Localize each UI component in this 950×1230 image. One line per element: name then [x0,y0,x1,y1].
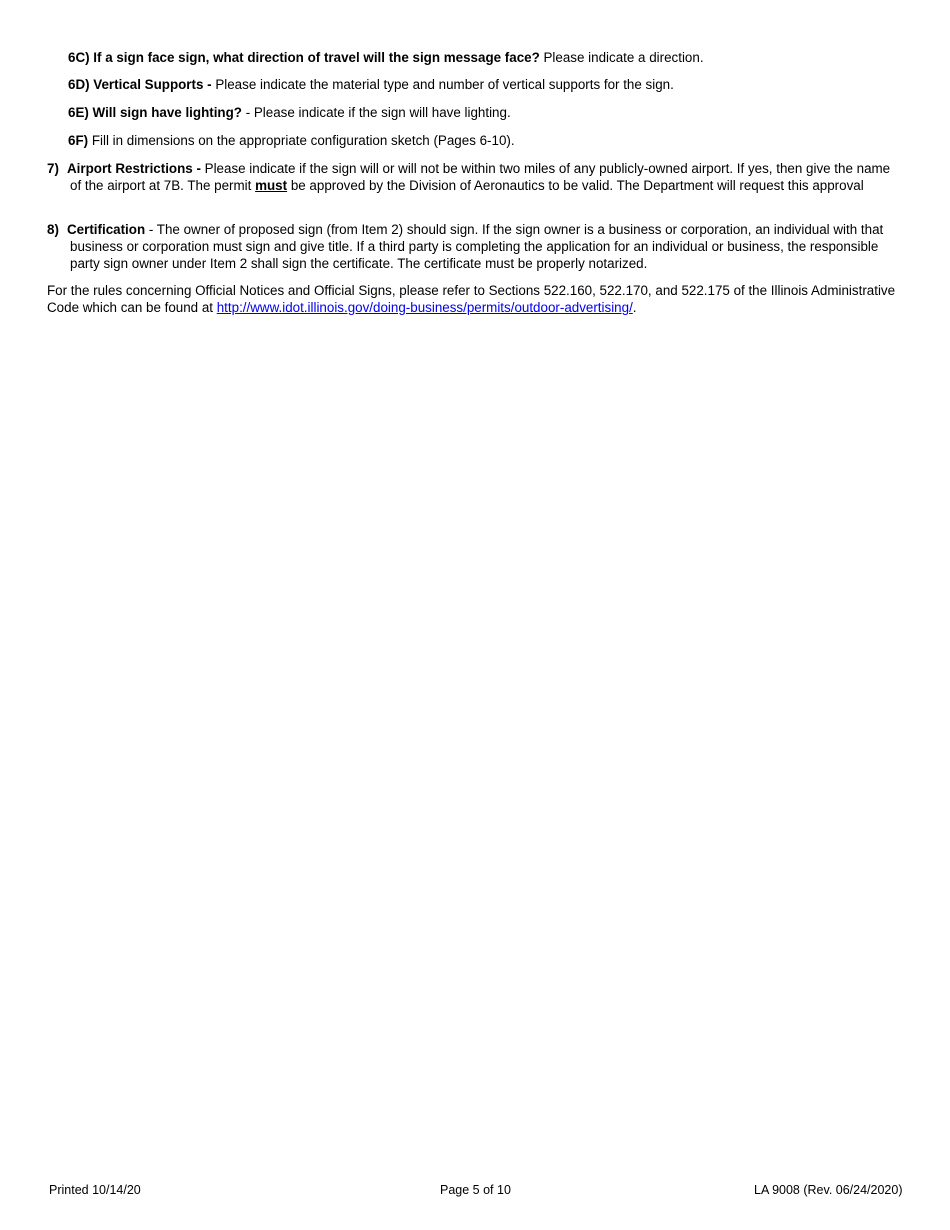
item-7-number: 7) [47,161,59,176]
rules-paragraph [47,282,907,316]
item-7-label: Airport Restrictions - [67,161,201,176]
item-6c-text: Please indicate a direction. [539,50,704,65]
item-6e-text: - Please indicate if the sign will have lighting. [241,105,511,120]
item-8 [47,221,897,272]
item-8-body [47,221,897,272]
footer-printed-date: Printed 10/14/20 [49,1183,141,1197]
item-6c [68,49,898,66]
footer-form-number: LA 9008 (Rev. 06/24/2020) [754,1183,903,1197]
item-7-text-b: be approved by the Division of Aeronautics to be valid. The Department will request this approval [287,178,864,193]
item-7 [47,160,897,194]
item-6d [68,76,898,93]
item-6f [68,132,898,149]
item-7-body [47,160,897,194]
idot-outdoor-advertising-link[interactable]: http://www.idot.illinois.gov/doing-business/permits/outdoor-advertising/ [216,300,633,315]
footer-page-number: Page 5 of 10 [440,1183,511,1197]
item-6c-label: 6C) If a sign face sign, what direction of travel will the sign message face? [68,50,540,65]
item-6d-text: Please indicate the material type and number of vertical supports for the sign. [211,77,674,92]
item-6d-label: 6D) Vertical Supports - [68,77,212,92]
item-8-label: Certification [67,222,146,237]
item-6e-label: 6E) Will sign have lighting? [68,105,242,120]
item-7-emphasis: must [255,178,288,193]
item-6f-text: Fill in dimensions on the appropriate configuration sketch (Pages 6-10). [88,133,515,148]
item-7-text-a: Please indicate if the sign will or will not be within two miles of any publicly-owned airport. If yes, then give the name of the airport at 7B. The permit [70,161,891,193]
rules-trailing: . [632,300,637,315]
item-6f-label: 6F) [68,133,89,148]
item-6e [68,104,898,121]
rules-text: For the rules concerning Official Notices and Official Signs, please refer to Sections 522.160, 522.170, and 522.175 of the Illinois Administrative Code which can be found at [47,283,896,315]
item-8-number: 8) [47,222,59,237]
item-8-text: - The owner of proposed sign (from Item 2) should sign. If the sign owner is a business or corporation, an individual with that business or corporation must sign and give title. If a third party is completing the application for an individual or business, the responsible party sign owner under Item 2 shall sign the certificate. The certificate must be properly notarized. [70,222,884,271]
